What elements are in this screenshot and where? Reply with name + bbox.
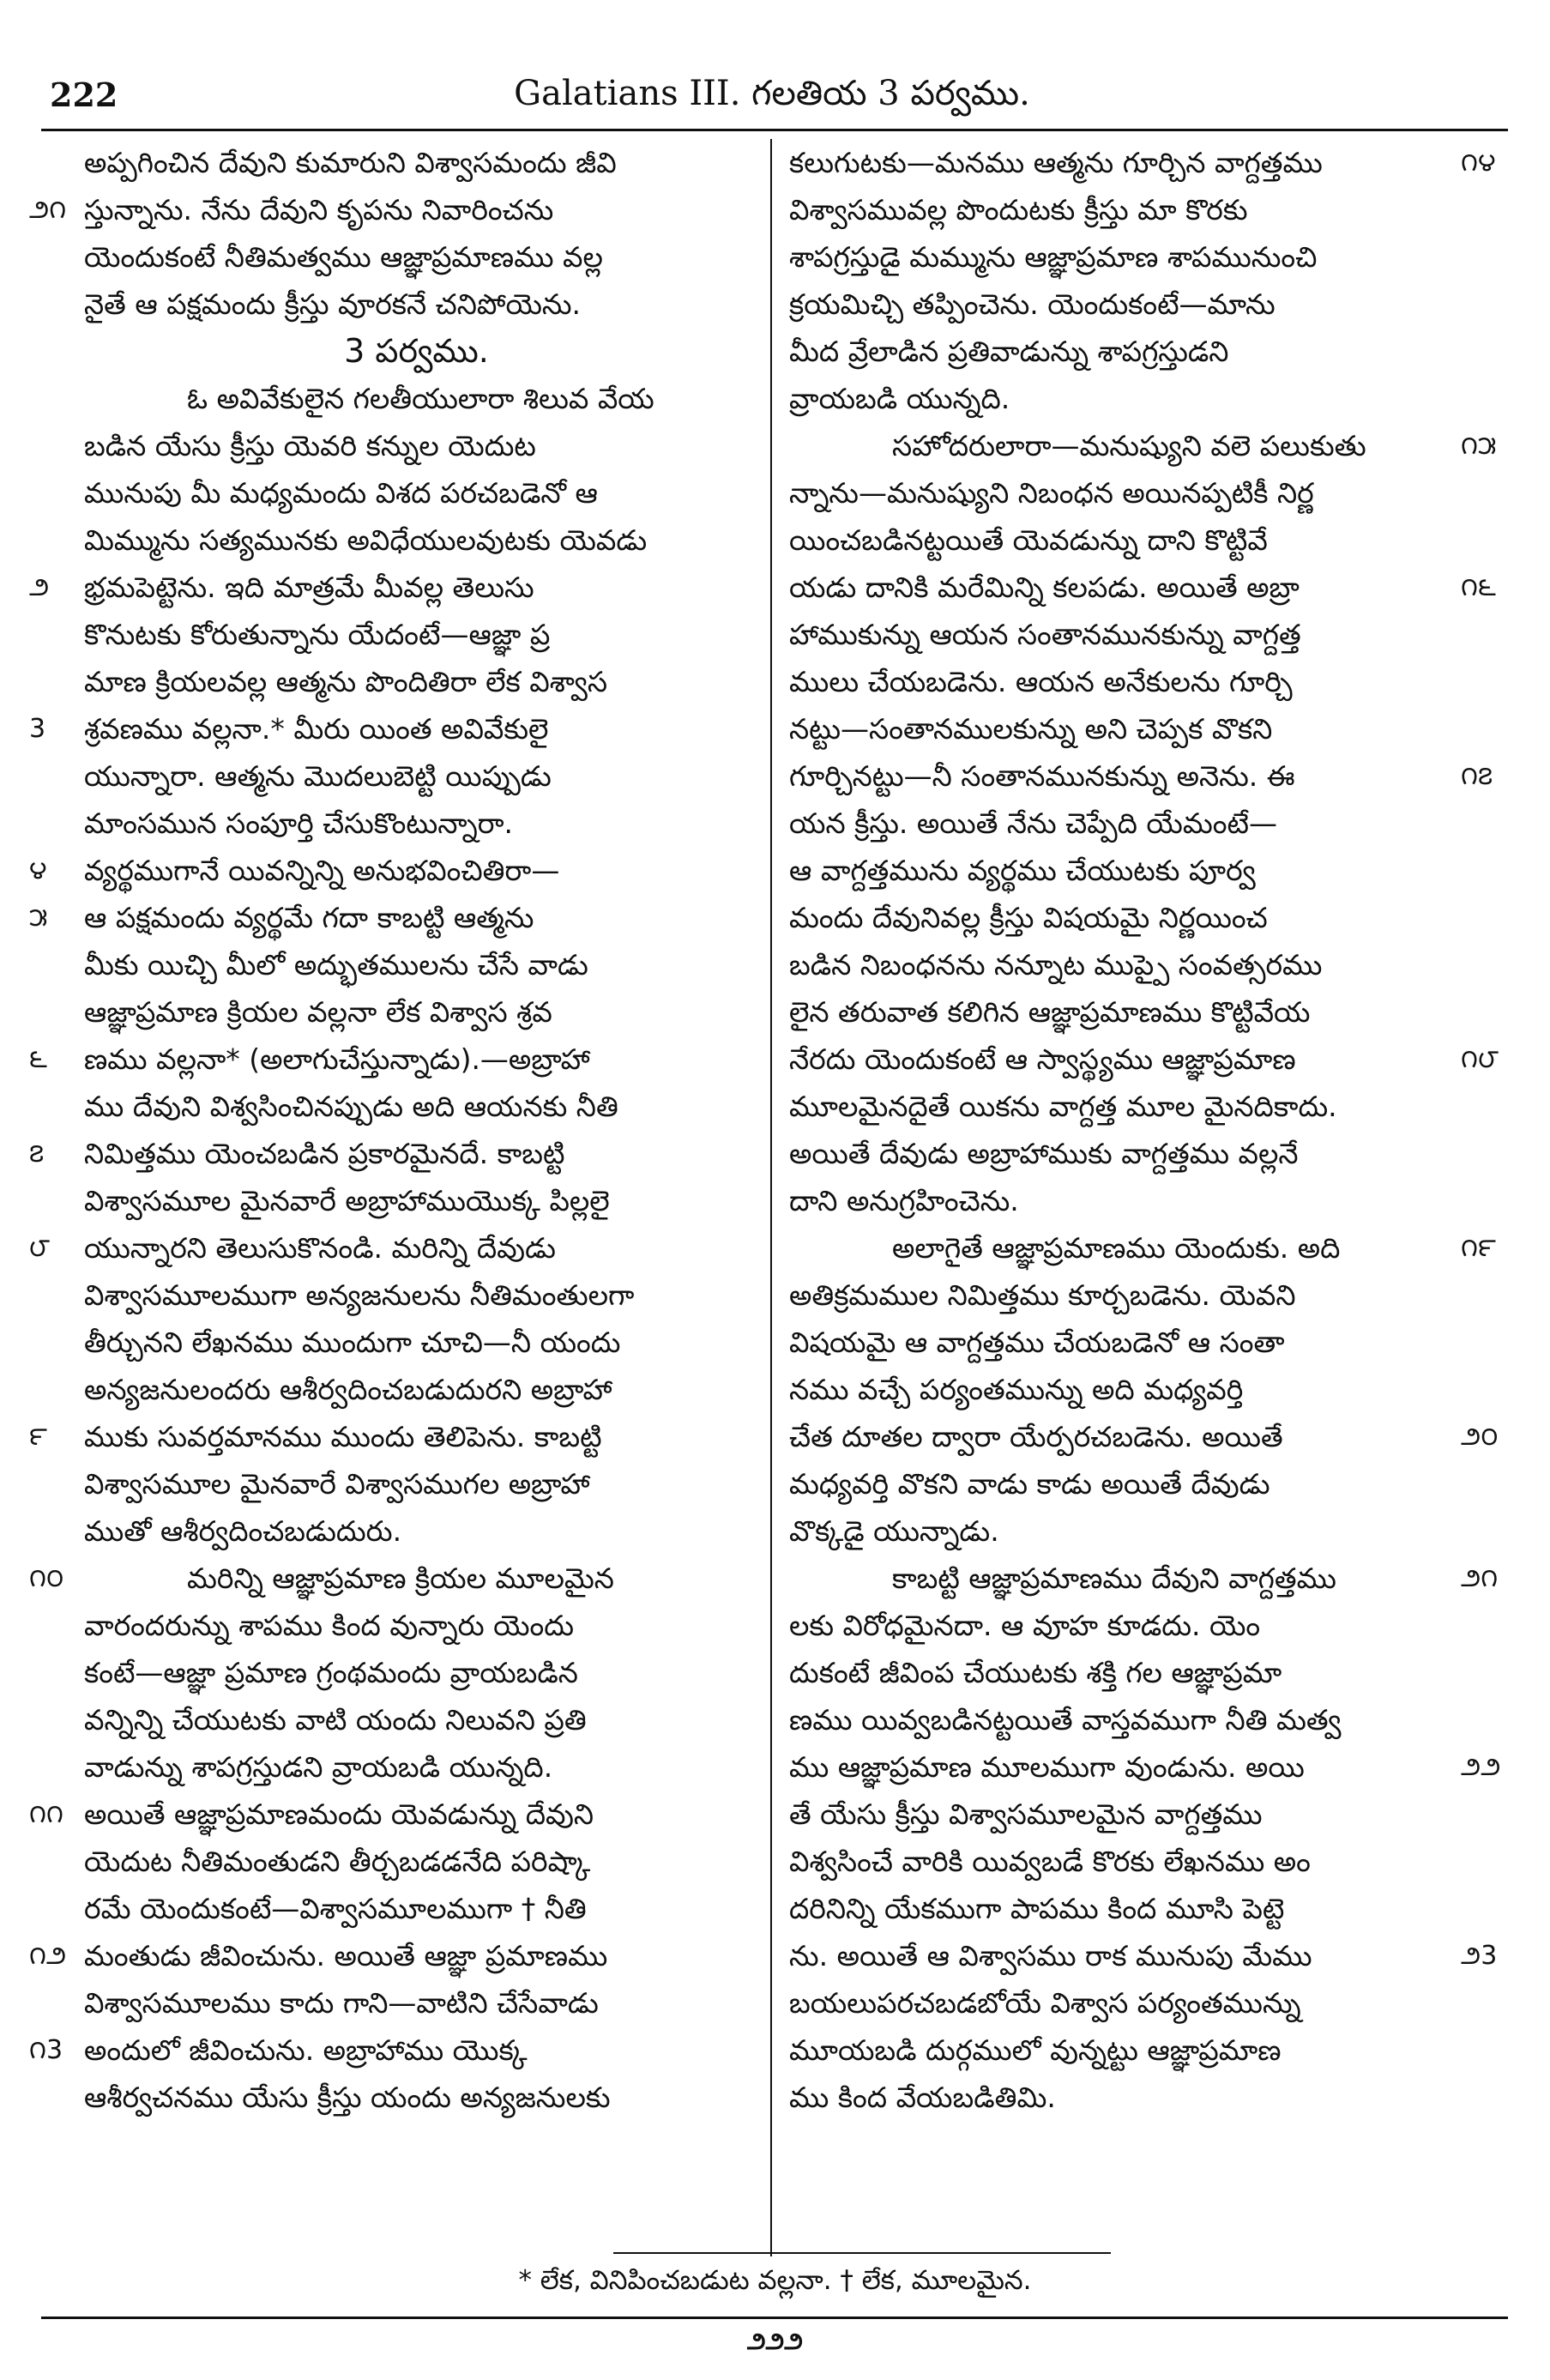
text-line: [84, 281, 749, 328]
line-text: లకు విరోధమైనదా. ఆ వూహ కూడదు. యెం: [789, 1609, 1261, 1642]
verse-number: ౬: [29, 1044, 47, 1074]
verse-number: ౧3: [29, 2035, 63, 2065]
text-line: [84, 422, 749, 469]
text-line: [84, 1272, 749, 1319]
verse-number: ౧౧: [29, 1799, 63, 1829]
line-text: యించబడినట్టయితే యెవడున్ను దాని కొట్టివే: [789, 523, 1268, 557]
text-line: [29, 2027, 749, 2074]
line-text: లైన తరువాత కలిగిన ఆజ్ఞాప్రమాణము కొట్టివేయ: [789, 995, 1311, 1029]
line-text: విషయమై ఆ వాగ్దత్తము చేయబడెనో ఆ సంతా: [789, 1326, 1285, 1359]
line-text: నిమిత్తము యెంచబడిన ప్రకారమైనదే. కాబట్టి: [84, 1137, 565, 1170]
text-line: [789, 1649, 1454, 1696]
line-text: ఆ వాగ్దత్తమును వ్యర్థము చేయుటకు పూర్వ: [789, 854, 1256, 887]
text-line: [84, 1319, 749, 1366]
text-line: [789, 1743, 1501, 1791]
verse-number: ౧౮: [1461, 1044, 1499, 1074]
text-line: [84, 1649, 749, 1696]
line-text: ఆ పక్షమందు వ్యర్థమే గదా కాబట్టి ఆత్మను: [84, 901, 534, 934]
text-line: [84, 233, 749, 281]
verse-number: ౨౦: [1461, 1422, 1499, 1452]
line-text: యెందుకంటే నీతిమత్వము ఆజ్ఞాప్రమాణము వల్ల: [84, 240, 603, 274]
verse-number: ౧౦: [29, 1563, 64, 1593]
line-text: సహోదరులారా—మనుష్యుని వలె పలుకుతు: [892, 429, 1366, 462]
text-line: [789, 894, 1454, 941]
text-line: [29, 894, 749, 941]
text-line: [789, 1224, 1496, 1272]
text-line: [789, 800, 1454, 847]
text-line: [789, 1083, 1454, 1130]
text-line: [84, 375, 749, 422]
line-text: మూయబడి దుర్గములో వున్నట్టు ఆజ్ఞాప్రమాణ: [789, 2033, 1282, 2067]
line-text: దుకంటే జీవింప చేయుటకు శక్తి గల ఆజ్ఞాప్రమా: [789, 1656, 1282, 1689]
line-text: నట్టు—సంతానములకున్ను అని చెప్పక వొకని: [789, 712, 1273, 746]
line-text: ము కింద వేయబడితిమి.: [789, 2081, 1056, 2114]
verse-number: ౧౫: [1461, 431, 1497, 461]
text-line: [789, 1791, 1454, 1838]
line-text: ణము యివ్వబడినట్టయితే వాస్తవముగా నీతి మత్వ: [789, 1703, 1342, 1737]
line-text: ఆశీర్వచనము యేసు క్రీస్తు యందు అన్యజనులకు: [84, 2081, 611, 2114]
text-line: [84, 139, 749, 186]
line-text: యున్నారా. ఆత్మను మొదలుబెట్టి యిప్పుడు: [84, 759, 552, 793]
line-text: ము ఆజ్ఞాప్రమాణ మూలముగా వుండును. అయి: [789, 1750, 1305, 1784]
line-text: మంతుడు జీవించును. అయితే ఆజ్ఞా ప్రమాణము: [84, 1939, 608, 1972]
text-line: [789, 2074, 1454, 2121]
line-text: తే యేసు క్రీస్తు విశ్వాసమూలమైన వాగ్దత్తము: [789, 1797, 1263, 1831]
line-text: యెదుట నీతిమంతుడని తీర్చబడడనేది పరిష్కా: [84, 1845, 591, 1878]
text-line: [789, 281, 1454, 328]
line-text: మధ్యవర్తి వొకని వాడు కాడు అయితే దేవుడు: [789, 1467, 1270, 1501]
bottom-rule: [41, 2317, 1508, 2319]
line-text: యున్నారని తెలుసుకొనండి. మరిన్ని దేవుడు: [84, 1231, 556, 1265]
text-line: [789, 941, 1454, 988]
line-text: అన్యజనులందరు ఆశీర్వదించబడుదురని అబ్రాహా: [84, 1373, 612, 1406]
line-text: భ్రమపెట్టెను. ఇది మాత్రమే మీవల్ల తెలుసు: [84, 571, 534, 604]
column-divider: [770, 139, 772, 2256]
line-text: విశ్వాసమూలము కాదు గాని—వాటిని చేసేవాడు: [84, 1986, 599, 2020]
line-text: విశ్వాసమువల్ల పొందుటకు క్రీస్తు మా కొరకు: [789, 193, 1248, 227]
signature-mark: ౨౨౨: [747, 2327, 803, 2355]
text-line: [789, 1460, 1454, 1507]
text-line: [789, 1507, 1454, 1555]
text-line: [789, 186, 1454, 233]
text-line: [84, 1602, 749, 1649]
text-line: [789, 1366, 1454, 1413]
line-text: శ్రవణము వల్లనా.* మీరు యింత అవివేకులై: [84, 712, 549, 746]
line-text: గూర్చినట్టు—నీ సంతానమునకున్ను అనెను. ఈ: [789, 759, 1295, 793]
line-text: ముతో ఆశీర్వదించబడుదురు.: [84, 1514, 402, 1548]
text-line: [84, 469, 749, 516]
verse-number: ౧౪: [1461, 148, 1496, 178]
line-text: విశ్వసించే వారికి యివ్వబడే కొరకు లేఖనము అం: [789, 1845, 1311, 1878]
line-text: మీకు యిచ్చి మీలో అద్భుతములను చేసే వాడు: [84, 948, 588, 982]
verse-number: 3: [29, 714, 46, 744]
line-text: తీర్చునని లేఖనము ముందుగా చూచి—నీ యందు: [84, 1326, 621, 1359]
text-line: [84, 328, 749, 375]
line-text: మునుపు మీ మధ్యమందు విశద పరచబడెనో ఆ: [84, 476, 598, 510]
page-number: 222: [50, 76, 118, 114]
line-text: ను. అయితే ఆ విశ్వాసము రాక మునుపు మేము: [789, 1939, 1312, 1972]
text-line: [84, 611, 749, 658]
text-line: [84, 752, 749, 800]
text-line: [84, 941, 749, 988]
text-line: [84, 2074, 749, 2121]
header-rule: [41, 129, 1508, 131]
text-line: [789, 1602, 1454, 1649]
text-line: [29, 186, 749, 233]
line-text: ము దేవుని విశ్వసించినప్పుడు అది ఆయనకు నీతి: [84, 1090, 618, 1123]
text-line: [789, 1555, 1499, 1602]
text-line: [84, 1460, 749, 1507]
line-text: విశ్వాసమూలముగా అన్యజనులను నీతిమంతులగా: [84, 1278, 635, 1312]
text-line: [789, 564, 1496, 611]
line-text: క్రయమిచ్చి తప్పించెను. యెందుకంటే—మాను: [789, 287, 1276, 321]
line-text: విశ్వాసమూల మైనవారే విశ్వాసముగల అబ్రాహా: [84, 1467, 590, 1501]
text-line: [789, 1979, 1454, 2027]
text-line: [84, 658, 749, 705]
line-text: విశ్వాసమూల మైనవారే అబ్రాహాముయొక్క పిల్లలై: [84, 1184, 610, 1217]
text-line: [29, 564, 749, 611]
line-text: అయితే దేవుడు అబ్రాహాముకు వాగ్దత్తము వల్లనే: [789, 1137, 1299, 1170]
text-line: [84, 1979, 749, 2027]
text-line: [789, 705, 1454, 752]
text-line: [29, 1130, 749, 1177]
line-text: శాపగ్రస్తుడై మమ్మును ఆజ్ఞాప్రమాణ శాపమునుంచి: [789, 240, 1318, 274]
line-text: వ్రాయబడి యున్నది.: [789, 382, 1010, 415]
line-text: మిమ్మును సత్యమునకు అవిధేయులవుటకు యెవడు: [84, 523, 648, 557]
verse-number: ౯: [29, 1422, 47, 1452]
right-column: [789, 139, 1501, 2250]
line-text: మరిన్ని ఆజ్ఞాప్రమాణ క్రియల మూలమైన: [187, 1561, 614, 1595]
verse-number: ౨౨: [1461, 1752, 1501, 1782]
line-text: మందు దేవునివల్ల క్రీస్తు విషయమై నిర్ణయించ: [789, 901, 1268, 934]
text-line: [29, 1224, 749, 1272]
text-line: [789, 375, 1454, 422]
text-line: [789, 611, 1454, 658]
verse-number: ౨: [29, 572, 50, 602]
line-text: కాబట్టి ఆజ్ఞాప్రమాణము దేవుని వాగ్దత్తము: [892, 1561, 1336, 1595]
line-text: న్నాను—మనుష్యుని నిబంధన అయినప్పటికీ నిర్ణ: [789, 476, 1314, 510]
line-text: వన్నిన్ని చేయుటకు వాటి యందు నిలువని ప్రతి: [84, 1703, 587, 1737]
text-line: [789, 1319, 1454, 1366]
line-text: మాంసమున సంపూర్తి చేసుకొంటున్నారా.: [84, 806, 514, 840]
text-line: [789, 1413, 1499, 1460]
line-text: అయితే ఆజ్ఞాప్రమాణమందు యెవడున్ను దేవుని: [84, 1797, 594, 1831]
text-line: [789, 2027, 1454, 2074]
text-line: [84, 1366, 749, 1413]
text-line: [789, 988, 1454, 1036]
text-line: [789, 1885, 1454, 1932]
line-text: యన క్రీస్తు. అయితే నేను చెప్పేది యేమంటే—: [789, 806, 1277, 840]
verse-number: ౭: [29, 1139, 45, 1169]
text-line: [789, 1932, 1498, 1979]
footnote: * లేక, వినిపించబడుట వల్లనా. † లేక, మూలమైన.: [518, 2265, 1032, 2296]
text-line: [789, 139, 1496, 186]
text-line: [84, 800, 749, 847]
text-line: [29, 847, 749, 894]
text-line: [789, 516, 1454, 564]
verse-number: ౨౧: [29, 195, 67, 225]
text-line: [84, 1083, 749, 1130]
page-header: [43, 69, 1501, 137]
line-text: అప్పగించిన దేవుని కుమారుని విశ్వాసమందు జీవి: [84, 146, 617, 179]
text-line: [789, 422, 1497, 469]
line-text: దరినిన్ని యేకముగా పాపము కింద మూసి పెట్టె: [789, 1892, 1285, 1925]
text-line: [29, 1791, 749, 1838]
line-text: దాని అనుగ్రహించెను.: [789, 1184, 1019, 1217]
line-text: నైతే ఆ పక్షమందు క్రీస్తు వూరకనే చనిపోయెను.: [84, 287, 581, 321]
verse-number: ౫: [29, 903, 48, 933]
line-text: స్తున్నాను. నేను దేవుని కృపను నివారించను: [84, 193, 554, 227]
text-line: [84, 516, 749, 564]
line-text: నము వచ్చే పర్యంతమున్ను అది మధ్యవర్తి: [789, 1373, 1244, 1406]
verse-number: ౨౧: [1461, 1563, 1499, 1593]
text-line: [84, 1177, 749, 1224]
line-text: మీద వ్రేలాడిన ప్రతివాడున్ను శాపగ్రస్తుడని: [789, 335, 1229, 368]
line-text: వారందరున్ను శాపము కింద వున్నారు యెందు: [84, 1609, 574, 1642]
text-line: [84, 1507, 749, 1555]
text-line: [789, 847, 1454, 894]
line-text: రమే యెందుకంటే—విశ్వాసమూలముగా † నీతి: [84, 1892, 587, 1925]
line-text: కంటే—ఆజ్ఞా ప్రమాణ గ్రంథమందు వ్రాయబడిన: [84, 1656, 578, 1689]
line-text: కలుగుటకు—మనము ఆత్మను గూర్చిన వాగ్దత్తము: [789, 146, 1323, 179]
text-line: [789, 469, 1454, 516]
text-line: [84, 1838, 749, 1885]
text-line: [789, 1696, 1454, 1743]
line-text: యడు దానికి మరేమిన్ని కలపడు. అయితే అబ్రా: [789, 571, 1300, 604]
line-text: అందులో జీవించును. అబ్రాహాము యొక్క: [84, 2033, 528, 2067]
verse-number: ౧౭: [1461, 761, 1493, 791]
text-line: [29, 1932, 749, 1979]
line-text: అలాగైతే ఆజ్ఞాప్రమాణము యెందుకు. అది: [892, 1231, 1341, 1265]
text-line: [29, 1555, 749, 1602]
text-line: [789, 1036, 1499, 1083]
line-text: అతిక్రమముల నిమిత్తము కూర్చబడెను. యెవని: [789, 1278, 1296, 1312]
left-column: [29, 139, 749, 2250]
text-line: [789, 1177, 1454, 1224]
line-text: ముకు సువర్తమానము ముందు తెలిపెను. కాబట్టి: [84, 1420, 602, 1453]
text-line: [84, 1696, 749, 1743]
text-line: [789, 1130, 1454, 1177]
line-text: కొనుటకు కోరుతున్నాను యేదంటే—ఆజ్ఞా ప్ర: [84, 618, 551, 651]
running-title: Galatians III. గలతియ 3 పర్వము.: [514, 74, 1030, 113]
line-text: ములు చేయబడెను. ఆయన అనేకులను గూర్చి: [789, 665, 1293, 698]
text-line: [789, 1272, 1454, 1319]
footnote-rule: [613, 2252, 1111, 2254]
line-text: బయలుపరచబడబోయే విశ్వాస పర్యంతమున్ను: [789, 1986, 1301, 2020]
verse-number: ౨3: [1461, 1941, 1498, 1971]
verse-number: ౧౬: [1461, 572, 1496, 602]
text-line: [84, 1885, 749, 1932]
line-text: బడిన నిబంధనను నన్నూట ముప్పై సంవత్సరము: [789, 948, 1323, 982]
line-text: వొక్కడై యున్నాడు.: [789, 1514, 999, 1548]
verse-number: ౮: [29, 1233, 51, 1263]
text-line: [29, 1036, 749, 1083]
text-line: [29, 1413, 749, 1460]
line-text: బడిన యేసు క్రీస్తు యెవరి కన్నుల యెదుట: [84, 429, 536, 462]
line-text: నేరదు యెందుకంటే ఆ స్వాస్థ్యము ఆజ్ఞాప్రమాణ: [789, 1042, 1296, 1076]
line-text: ఆజ్ఞాప్రమాణ క్రియల వల్లనా లేక విశ్వాస శ్రవ: [84, 995, 552, 1029]
line-text: వ్యర్థముగానే యివన్నిన్ని అనుభవించితిరా—: [84, 854, 560, 887]
text-line: [789, 658, 1454, 705]
line-text: 3 పర్వము.: [344, 332, 489, 370]
line-text: వాడున్ను శాపగ్రస్తుడని వ్రాయబడి యున్నది.: [84, 1750, 553, 1784]
text-line: [84, 1743, 749, 1791]
text-line: [29, 705, 749, 752]
line-text: మూలమైనదైతే యికను వాగ్దత్త మూల మైనదికాదు.: [789, 1090, 1337, 1123]
verse-number: ౪: [29, 855, 47, 885]
verse-number: ౧౯: [1461, 1233, 1496, 1263]
text-line: [789, 1838, 1454, 1885]
text-line: [84, 988, 749, 1036]
line-text: హాముకున్ను ఆయన సంతానమునకున్ను వాగ్దత్త: [789, 618, 1301, 651]
line-text: చేత దూతల ద్వారా యేర్పరచబడెను. అయితే: [789, 1420, 1283, 1453]
line-text: ఓ అవివేకులైన గలతీయులారా శిలువ వేయ: [187, 382, 654, 415]
text-line: [789, 752, 1493, 800]
verse-number: ౧౨: [29, 1941, 67, 1971]
line-text: ణము వల్లనా* (అలాగుచేస్తున్నాడు).—అబ్రాహా: [84, 1042, 590, 1076]
text-line: [789, 328, 1454, 375]
text-line: [789, 233, 1454, 281]
line-text: మాణ క్రియలవల్ల ఆత్మను పొందితిరా లేక విశ్వాస: [84, 665, 608, 698]
